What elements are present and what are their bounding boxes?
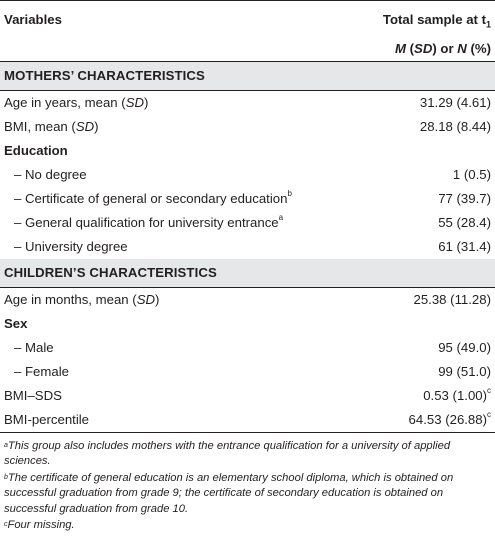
row-value: 99 (51.0) <box>438 364 491 380</box>
table-row <box>0 287 495 312</box>
header-pct: (%) <box>470 40 491 56</box>
table-header-row <box>0 1 495 62</box>
row-value: 1 (0.5) <box>452 167 491 183</box>
row-value: 55 (28.4) <box>438 215 491 231</box>
row-value: 0.53 $(1.00)^c$ <box>423 386 491 404</box>
section-mothers <box>0 61 495 90</box>
header-total-sample: Total sample at $t_1$ M (SD) or N (%) <box>382 12 491 56</box>
table-footnotes <box>0 433 495 534</box>
table-row <box>0 336 495 360</box>
row-label: Sex <box>4 316 28 332</box>
header-variables: Variables <box>4 12 62 27</box>
table-row <box>0 235 495 259</box>
footnote-c: $^c$Four missing. <box>4 519 75 532</box>
row-label: BMI–SDS <box>4 388 62 404</box>
table-row <box>0 312 495 336</box>
row-value <box>330 139 495 163</box>
row-value: 77 (39.7) <box>438 191 491 207</box>
row-label: BMI-percentile <box>4 412 90 428</box>
row-label: – No degree <box>14 167 87 183</box>
header-or: or <box>440 40 454 56</box>
table-row <box>0 115 495 139</box>
section-children-label: CHILDREN’S CHARACTERISTICS <box>0 259 495 288</box>
row-label: Education <box>4 143 68 159</box>
row-value: 95 (49.0) <box>438 340 491 356</box>
row-label: Age in years, mean (SD) <box>4 95 149 111</box>
row-label: Age in months, mean (SD) <box>4 292 160 308</box>
header-n: N <box>457 40 467 56</box>
table-row <box>0 187 495 211</box>
row-label: – Female <box>14 364 69 380</box>
table-row <box>0 163 495 187</box>
footnote-b: $^b$The certificate of general education is an elementary school diploma, which is obtained on successful graduation from grade 9; the certificate of secondary education is obtained on successful graduation from grade 10. <box>4 471 454 515</box>
section-mothers-label: MOTHERS’ CHARACTERISTICS <box>0 61 495 90</box>
table-row <box>0 139 495 163</box>
header-total-sample-label: Total sample at t <box>382 12 486 27</box>
table-row <box>0 90 495 115</box>
table-row <box>0 211 495 235</box>
row-value: 28.18 (8.44) <box>419 119 491 135</box>
row-label: BMI, mean (SD) <box>4 119 99 135</box>
row-value <box>330 312 495 336</box>
header-m: M <box>394 40 406 56</box>
footnote-a: $^a$This group also includes mothers with the entrance qualification for a university of applied sciences. <box>4 439 451 468</box>
row-value: 25.38 (11.28) <box>413 292 491 308</box>
header-sd: SD <box>414 40 433 56</box>
section-children <box>0 259 495 288</box>
row-value: 31.29 (4.61) <box>419 95 491 111</box>
row-label: – University degree <box>14 239 128 255</box>
row-value: 64.53 $(26.88)^c$ <box>408 410 491 428</box>
table-row <box>0 360 495 384</box>
header-t-subscript: 1 <box>485 19 491 30</box>
row-label: – Male <box>14 340 54 356</box>
table-row <box>0 408 495 433</box>
table-row <box>0 384 495 408</box>
row-value: 61 (31.4) <box>438 239 491 255</box>
row-label: – Certificate of general or secondary education$^b$ <box>14 189 292 207</box>
row-label: – General qualification for university entrance$^a$ <box>14 213 284 231</box>
